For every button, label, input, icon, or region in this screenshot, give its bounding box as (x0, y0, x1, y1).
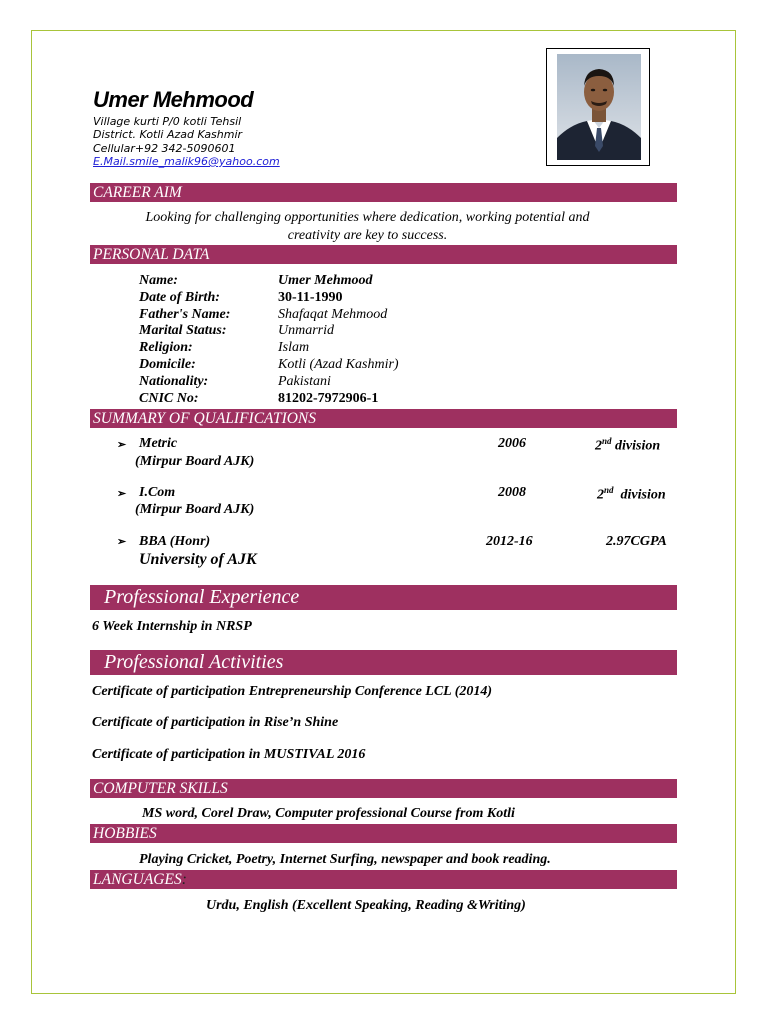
profile-photo (557, 54, 641, 160)
activity-item: Certificate of participation in Rise’n Shine (92, 715, 339, 730)
label-marital: Marital Status: (139, 323, 227, 338)
qualification-result: 2nd division (595, 436, 661, 454)
qualification-result: 2nd division (597, 485, 666, 503)
value-nationality: Pakistani (278, 374, 331, 389)
activity-item: Certificate of participation Entrepreneurship Conference LCL (2014) (92, 684, 493, 699)
section-computer-skills: COMPUTER SKILLS (90, 779, 677, 798)
address-line-1: Village kurti P/0 kotli Tehsil (93, 115, 242, 128)
phone: Cellular+92 342-5090601 (93, 142, 236, 155)
value-religion: Islam (278, 340, 310, 355)
section-personal-data: PERSONAL DATA (90, 245, 677, 264)
qualification-year: 2006 (498, 436, 526, 451)
qualification-year: 2008 (498, 485, 526, 500)
qualification-degree: I.Com (139, 485, 176, 500)
profile-photo-frame (546, 48, 650, 166)
activity-item: Certificate of participation in MUSTIVAL 2016 (92, 747, 366, 762)
value-father: Shafaqat Mehmood (278, 307, 388, 322)
hobbies-text: Playing Cricket, Poetry, Internet Surfing, newspaper and book reading. (139, 852, 551, 867)
value-name: Umer Mehmood (278, 273, 373, 288)
label-dob: Date of Birth: (139, 290, 220, 305)
qualification-result: 2.97CGPA (606, 534, 667, 549)
career-aim-line-2: creativity are key to success. (287, 228, 448, 243)
section-hobbies: HOBBIES (90, 824, 677, 843)
candidate-name: Umer Mehmood (93, 87, 254, 112)
label-domicile: Domicile: (139, 357, 196, 372)
qualification-institute: (Mirpur Board AJK) (135, 502, 255, 517)
label-name: Name: (139, 273, 178, 288)
section-activities: Professional Activities (90, 650, 677, 675)
computer-skills-text: MS word, Corel Draw, Computer professional Course from Kotli (142, 806, 515, 821)
section-experience: Professional Experience (90, 585, 677, 610)
section-languages-label: LANGUAGES (93, 871, 182, 888)
section-languages (90, 870, 677, 889)
section-qualifications: SUMMARY OF QUALIFICATIONS (90, 409, 677, 428)
qualification-year: 2012-16 (486, 534, 533, 549)
languages-text: Urdu, English (Excellent Speaking, Reading &Writing) (206, 898, 526, 913)
label-nationality: Nationality: (139, 374, 209, 389)
value-marital: Unmarrid (278, 323, 335, 338)
bullet-arrow-icon: ➢ (117, 488, 127, 500)
bullet-arrow-icon: ➢ (117, 536, 127, 548)
label-cnic: CNIC No: (139, 391, 199, 406)
bullet-arrow-icon: ➢ (117, 439, 127, 451)
experience-item: 6 Week Internship in NRSP (92, 619, 252, 634)
qualification-institute: University of AJK (139, 551, 257, 568)
qualification-degree: BBA (Honr) (139, 534, 211, 549)
email-link[interactable]: E.Mail.smile_malik96@yahoo.com (93, 155, 280, 168)
value-cnic: 81202-7972906-1 (278, 391, 379, 406)
value-domicile: Kotli (Azad Kashmir) (278, 357, 399, 372)
address-line-2: District. Kotli Azad Kashmir (93, 128, 243, 141)
section-languages-colon: : (181, 871, 187, 888)
label-father: Father's Name: (139, 307, 231, 322)
career-aim-line-1: Looking for challenging opportunities where dedication, working potential and (145, 210, 590, 225)
qualification-institute: (Mirpur Board AJK) (135, 454, 255, 469)
qualification-degree: Metric (139, 436, 178, 451)
section-career-aim: CAREER AIM (90, 183, 677, 202)
value-dob: 30-11-1990 (278, 290, 343, 305)
label-religion: Religion: (139, 340, 193, 355)
